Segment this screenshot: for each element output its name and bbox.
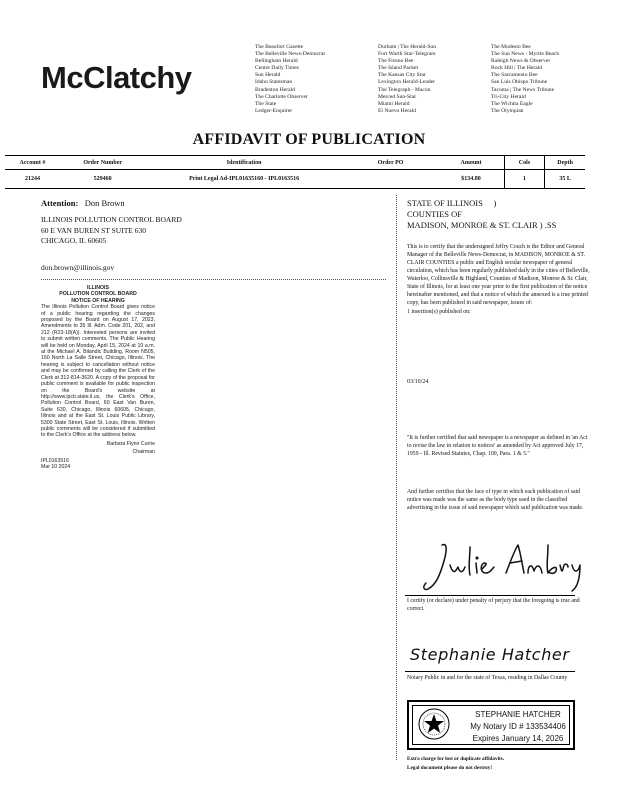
stamp-name: STEPHANIE HATCHER [475, 710, 561, 719]
newspaper-name: The Modesto Bee [491, 44, 531, 50]
newspaper-list-3 [491, 44, 559, 115]
newspaper-name: The Telegraph - Macon [378, 86, 431, 93]
cell-order-number: 529460 [60, 170, 145, 189]
address-line: 60 E VAN BUREN ST SUITE 630 [41, 225, 147, 235]
address-line: CHICAGO, IL 60605 [41, 236, 107, 245]
notice-signer-title: Chairman [132, 449, 155, 456]
newspaper-name: The Fresno Bee [378, 58, 414, 65]
newspaper-name: Idaho Statesman [255, 79, 293, 86]
state-line: COUNTIES OF [407, 209, 463, 219]
footer-notes [407, 755, 593, 772]
newspaper-name: The State [255, 100, 277, 107]
attention-line [41, 198, 386, 208]
certification-text [407, 243, 593, 316]
col-order-po: Order PO [343, 156, 439, 170]
legal-notice-clipping [41, 285, 155, 470]
table-row [5, 170, 585, 189]
newspaper-name: Merced Sun-Star [378, 93, 417, 100]
state-block [407, 198, 593, 231]
newspaper-name: The Sun News - Myrtle Beach [491, 51, 560, 58]
newspaper-name: Bellingham Herald [255, 58, 298, 65]
notice-heading: POLLUTION CONTROL BOARD [59, 291, 137, 298]
newspaper-name: The Charlotte Observer [255, 93, 308, 100]
further-certified-text: "It is further certified that said newspaper is a newspaper as defined in 'an Act to revise the law in relation to notices' as amended by Act approved July 17, 1959 - Ill. Revised Statutes, Chap. 100, Para. 1 & 5." [407, 435, 588, 457]
column-divider [396, 195, 397, 760]
newspaper-name: The Olympian [491, 107, 524, 114]
insertions-line: 1 insertion(s) published on: [407, 309, 471, 315]
stamp-id: My Notary ID # 133534406 [470, 722, 566, 731]
newspaper-name: San Luis Obispo Tribune [491, 79, 548, 86]
newspaper-name: The Beaufort Gazette [255, 44, 304, 50]
cell-cols: 1 [504, 170, 545, 189]
newspaper-list-1 [255, 44, 325, 115]
publication-date: 03/10/24 [407, 379, 429, 385]
perjury-statement: I certify (or declare) under penalty of perjury that the foregoing is true and correct. [407, 598, 580, 612]
signature-julie-ambry [420, 537, 590, 593]
newspaper-name: Ledger-Enquirer [255, 107, 293, 114]
newspaper-name: Lexington Herald-Leader [378, 79, 435, 86]
cell-account: 21244 [5, 170, 60, 189]
notice-ref-date: Mar 10 2024 [41, 463, 71, 470]
newspaper-name: Durham | The Herald-Sun [378, 44, 437, 50]
newspaper-name: The Island Packet [378, 65, 419, 72]
footer-line: Legal document please do not destroy! [407, 764, 493, 771]
cell-identification: Print Legal Ad-IPL01635160 - IPL0163516 [145, 170, 342, 189]
notice-signer: Barbara Flynn Currie [106, 440, 155, 447]
col-amount: Amount [438, 156, 504, 170]
newspaper-name: El Nuevo Herald [378, 107, 416, 114]
signature-rule [405, 595, 575, 596]
cell-amount: $134.80 [438, 170, 504, 189]
newspaper-name: Miami Herald [378, 100, 410, 107]
state-line: MADISON, MONROE & ST. CLAIR ) .SS [407, 220, 557, 230]
order-table [5, 155, 585, 189]
mcclatchy-logo: McClatchy [41, 60, 192, 95]
signature-stephanie-hatcher: Stephanie Hatcher [410, 645, 570, 664]
notary-seal-icon [418, 708, 450, 740]
address-line: ILLINOIS POLLUTION CONTROL BOARD [41, 215, 182, 224]
newspaper-name: Raleigh News & Observer [491, 58, 551, 65]
cell-order-po [343, 170, 439, 189]
newspaper-name: Tacoma | The News Tribune [491, 86, 555, 93]
attention-block [41, 198, 386, 247]
notary-statement: Notary Public in and for the state of Texas, residing in Dallas County [407, 675, 568, 681]
notice-heading: ILLINOIS [87, 285, 109, 291]
col-cols: Cols [504, 156, 545, 170]
newspaper-name: The Wichita Eagle [491, 100, 533, 107]
notice-ref: IPL0163516 [41, 457, 69, 464]
document-title: AFFIDAVIT OF PUBLICATION [192, 131, 426, 148]
newspaper-name: Fort Worth Star-Telegram [378, 51, 436, 58]
newspaper-name: Bradenton Herald [255, 86, 295, 93]
newspaper-name: Centre Daily Times [255, 65, 299, 72]
dotted-divider [41, 279, 386, 280]
attention-label: Attention: [41, 198, 79, 208]
state-line: STATE OF ILLINOIS ) [407, 198, 497, 208]
table-header-row [5, 156, 585, 170]
newspaper-name: Sun Herald [255, 72, 281, 79]
stamp-text [463, 709, 573, 745]
newspaper-list-2 [378, 44, 436, 115]
col-depth: Depth [545, 156, 585, 170]
newspaper-name: The Sacramento Bee [491, 72, 538, 79]
col-order-number: Order Number [60, 156, 145, 170]
col-account: Account # [5, 156, 60, 170]
notary-stamp [407, 700, 575, 750]
certify-paragraph: This is to certify that the undersigned Jeffry Couch is the Editor and General Manager of the Belleville News-Democrat, in MADISON, MONROE & ST. CLAIR COUNTIES a public and English secular newspaper of general circulation, which has been regularly published daily in the cities of Belleville, Waterloo, Collinsville & Highland, Counties of Madison, Monroe & St. Clair, State of Illinois, for at least one year prior to the first publication of the notice hereinafter mentioned, and that a notice of which the annexed is a true printed copy, has been published in said newspaper, issues of: [407, 244, 590, 306]
notice-heading: NOTICE OF HEARING [71, 297, 125, 304]
col-identification: Identification [145, 156, 342, 170]
contact-email: don.brown@illinois.gov [41, 263, 115, 272]
type-certified-text: And further certifies that the face of type in which each publication of said notice was made was the same as the body type used in the classified advertising in the issue of said newspaper which said publication was made. [407, 489, 584, 511]
newspaper-name: Tri-City Herald [491, 93, 526, 100]
cell-depth: 35 L [545, 170, 585, 189]
attention-name: Don Brown [84, 198, 125, 208]
stamp-expires: Expires January 14, 2026 [472, 734, 564, 743]
notice-body: The Illinois Pollution Control Board gives notice of a public hearing regarding the changes proposed by the Board on August 17, 2023, Amendments to 35 Ill. Adm. Code 201, 202, and 212 (R23-18(A)). Interested persons are invited to submit written comments. The Public Hearing will be held on Monday, April 15, 2024 at 10 a.m. at the Michael A. Bilandic Building, Room N505, 160 North La Salle Street, Chicago, Illinois. The hearing is subject to cancellation without notice and may be confirmed by calling the Clerk of the Clerk at 312-814-3620. A copy of the proposal for public comment is available for public inspection on the Board's website at http://www.ipcb.state.il.us, the Clerk's Office, Pollution Control Board, 60 East Van Buren, Suite 630, Chicago, Illinois 60605, Chicago, Illinois and at the East St. Louis Public Library, 5300 State Street, East St. Louis, Illinois. Written public comments will be considered if submitted to the Clerk's Office at the address below. [41, 304, 155, 439]
newspaper-name: The Belleville News-Democrat [255, 51, 325, 58]
newspaper-name: The Kansas City Star [378, 72, 426, 79]
signature-rule [405, 671, 575, 672]
mailing-address [41, 215, 386, 247]
footer-line: Extra charge for lost or duplicate affidavits. [407, 756, 505, 762]
newspaper-name: Rock Hill | The Herald [491, 65, 543, 72]
